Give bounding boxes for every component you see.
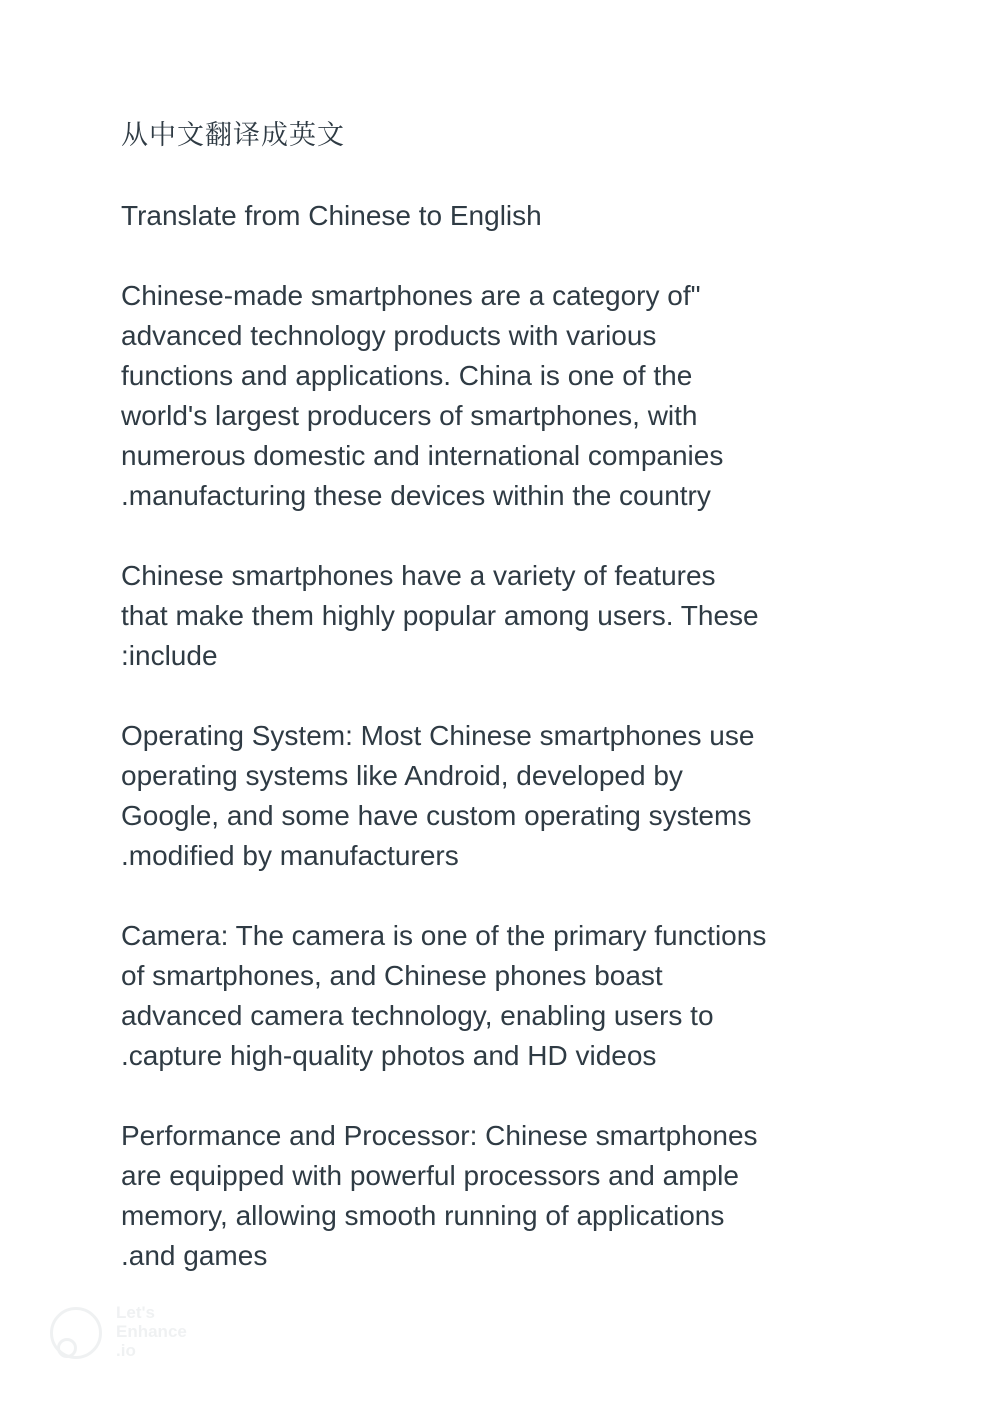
paragraph-line: of smartphones, and Chinese phones boast [121, 960, 663, 991]
paragraph-operating-system [121, 716, 841, 876]
watermark-text [116, 1303, 187, 1360]
watermark-line: Let's [116, 1303, 155, 1322]
watermark-line: .io [116, 1341, 136, 1360]
paragraph-line: numerous domestic and international companies [121, 440, 724, 471]
paragraph-line: advanced camera technology, enabling users to [121, 1000, 714, 1031]
paragraph-line: Google, and some have custom operating systems [121, 800, 752, 831]
watermark-line: Enhance [116, 1322, 187, 1341]
watermark [50, 1303, 220, 1373]
paragraph-line: .and games [121, 1240, 268, 1271]
watermark-logo-icon [50, 1307, 102, 1359]
paragraph-line: operating systems like Android, developed by [121, 760, 683, 791]
paragraph-line: functions and applications. China is one of the [121, 360, 693, 391]
paragraph-line: that make them highly popular among users. These [121, 600, 759, 631]
document-page [121, 116, 841, 1316]
paragraph-line: Chinese-made smartphones are a category of" [121, 280, 701, 311]
chinese-title: 从中文翻译成英文 [121, 120, 345, 151]
paragraph-line: :include [121, 640, 218, 671]
paragraph-translate-heading [121, 196, 841, 236]
paragraph-features [121, 556, 841, 676]
paragraph-performance [121, 1116, 841, 1276]
paragraph-line: Translate from Chinese to English [121, 200, 542, 231]
paragraph-line: Chinese smartphones have a variety of features [121, 560, 716, 591]
paragraph-line: memory, allowing smooth running of applications [121, 1200, 725, 1231]
paragraph-camera [121, 916, 841, 1076]
paragraph-line: .manufacturing these devices within the country [121, 480, 711, 511]
paragraph-line: advanced technology products with various [121, 320, 657, 351]
paragraph-line: Camera: The camera is one of the primary functions [121, 920, 767, 951]
paragraph-line: Operating System: Most Chinese smartphones use [121, 720, 755, 751]
paragraph-line: Performance and Processor: Chinese smartphones [121, 1120, 758, 1151]
paragraph-line: .modified by manufacturers [121, 840, 459, 871]
paragraph-line: are equipped with powerful processors and ample [121, 1160, 739, 1191]
paragraph-line: .capture high-quality photos and HD videos [121, 1040, 657, 1071]
paragraph-intro [121, 276, 841, 516]
watermark-logo-inner [57, 1338, 77, 1358]
paragraph-line: world's largest producers of smartphones, with [121, 400, 698, 431]
